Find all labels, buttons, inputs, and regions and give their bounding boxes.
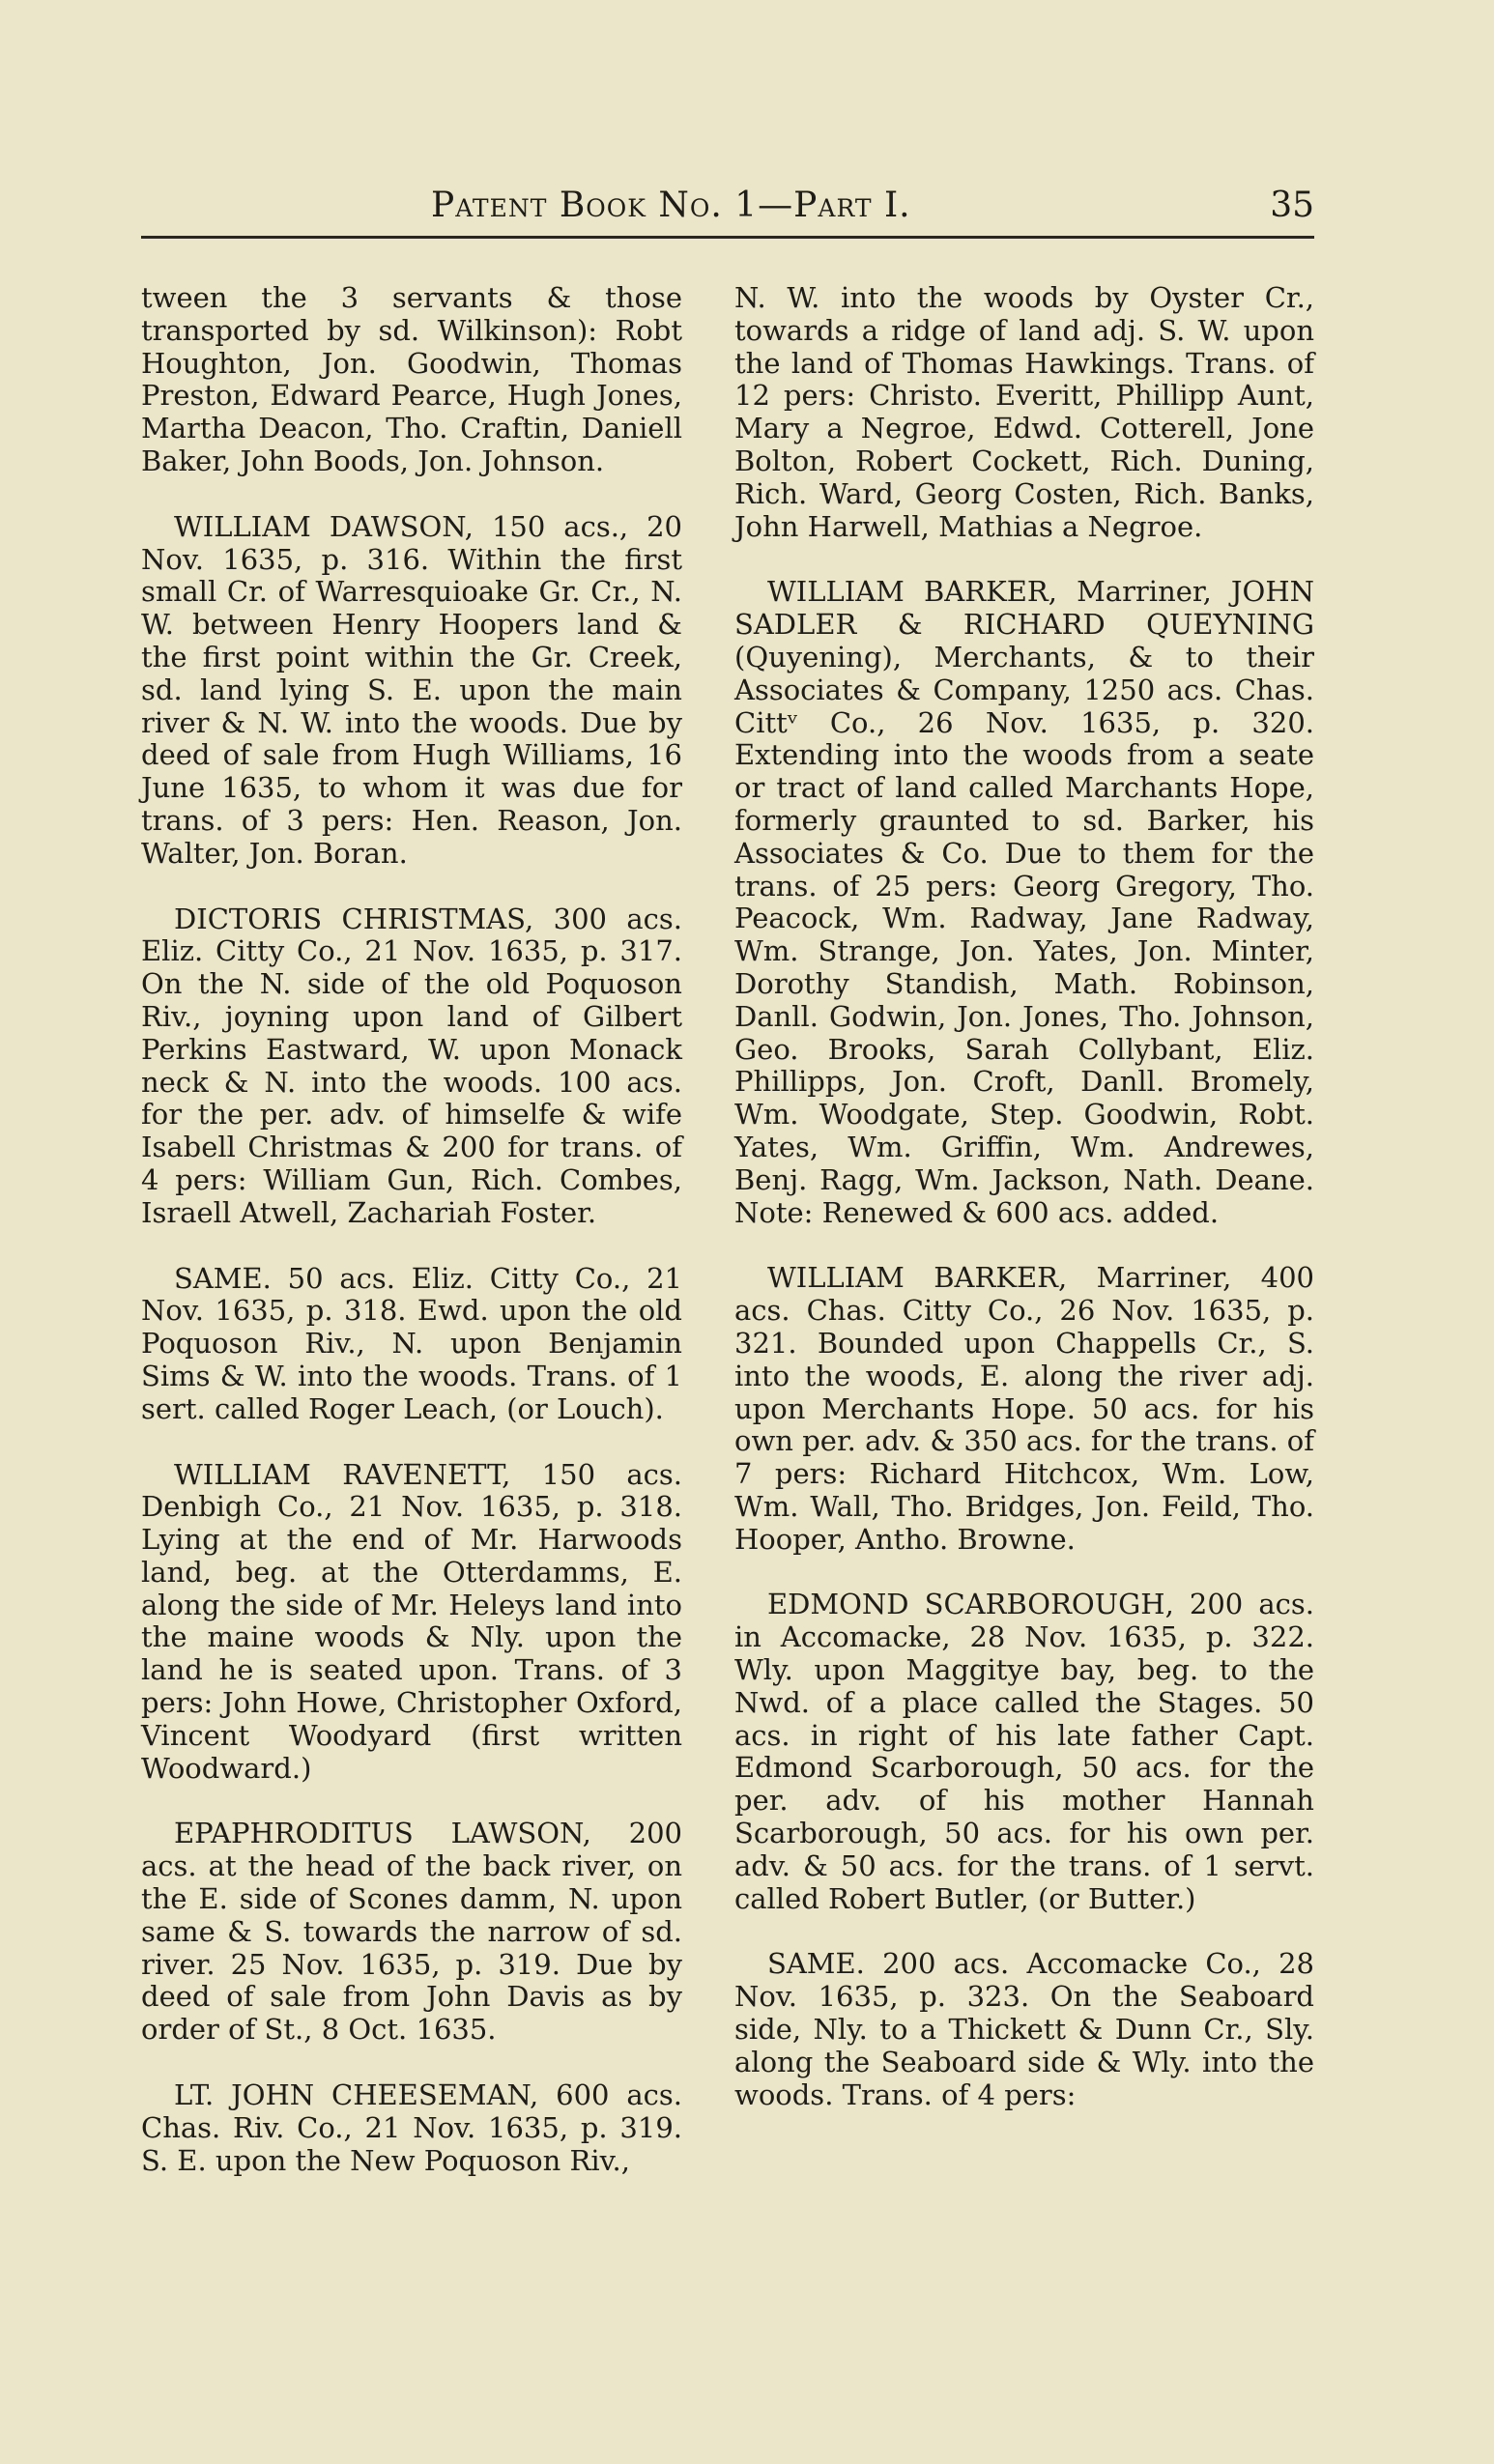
entry-william-barker: WILLIAM BARKER, Marriner, 400 acs. Chas. Citty Co., 26 Nov. 1635, p. 321. Bounded upon Chappells Cr., S. into the woods, E. along the river adj. upon Merchants Hope. 50 acs. for his own per. adv. & 350 acs. for the trans. of 7 pers: Richard Hitchcox, Wm. Low, Wm. Wall, Tho. Bridges, Jon. Feild, Tho. Hooper, Antho. Browne.	[734, 1261, 1314, 1556]
left-column	[141, 282, 682, 2177]
entry-john-cheeseman: LT. JOHN CHEESEMAN, 600 acs. Chas. Riv. Co., 21 Nov. 1635, p. 319. S. E. upon the New Poquoson Riv.,	[141, 2078, 682, 2177]
page-header	[141, 182, 1314, 239]
entry-william-dawson: WILLIAM DAWSON, 150 acs., 20 Nov. 1635, p. 316. Within the first small Cr. of Warresquioake Gr. Cr., N. W. between Henry Hoopers land & the first point within the Gr. Creek, sd. land lying S. E. upon the main river & N. W. into the woods. Due by deed of sale from Hugh Williams, 16 June 1635, to whom it was due for trans. of 3 pers: Hen. Reason, Jon. Walter, Jon. Boran.	[141, 509, 682, 870]
entry-epaphroditus-lawson: EPAPHRODITUS LAWSON, 200 acs. at the head of the back river, on the E. side of Scones damm, N. upon same & S. towards the narrow of sd. river. 25 Nov. 1635, p. 319. Due by deed of sale from John Davis as by order of St., 8 Oct. 1635.	[141, 1817, 682, 2047]
running-title: Patent Book No. 1—Part I.	[431, 186, 911, 225]
entry-barker-sadler-queyning: WILLIAM BARKER, Marriner, JOHN SADLER & RICHARD QUEYNING (Quyening), Merchants, & to their Associates & Company, 1250 acs. Chas. Cittᵛ Co., 26 Nov. 1635, p. 320. Extending into the woods from a seate or tract of land called Marchants Hope, formerly graunted to sd. Barker, his Associates & Co. Due to them for the trans. of 25 pers: Georg Gregory, Tho. Peacock, Wm. Radway, Jane Radway, Wm. Strange, Jon. Yates, Jon. Minter, Dorothy Standish, Math. Robinson, Danll. Godwin, Jon. Jones, Tho. Johnson, Geo. Brooks, Sarah Collybant, Eliz. Phillipps, Jon. Croft, Danll. Bromely, Wm. Woodgate, Step. Goodwin, Robt. Yates, Wm. Griffin, Wm. Andrewes, Benj. Ragg, Wm. Jackson, Nath. Deane. Note: Renewed & 600 acs. added.	[734, 575, 1314, 1229]
entry-edmond-scarborough: EDMOND SCARBOROUGH, 200 acs. in Accomacke, 28 Nov. 1635, p. 322. Wly. upon Maggitye bay, beg. to the Nwd. of a place called the Stages. 50 acs. in right of his late father Capt. Edmond Scarborough, 50 acs. for the per. adv. of his mother Hannah Scarborough, 50 acs. for his own per. adv. & 50 acs. for the trans. of 1 servt. called Robert Butler, (or Butter.)	[734, 1588, 1314, 1915]
entry-dictoris-christmas: DICTORIS CHRISTMAS, 300 acs. Eliz. Citty Co., 21 Nov. 1635, p. 317. On the N. side of the old Poquoson Riv., joyning upon land of Gilbert Perkins Eastward, W. upon Monack neck & N. into the woods. 100 acs. for the per. adv. of himselfe & wife Isabell Christmas & 200 for trans. of 4 pers: William Gun, Rich. Combes, Israell Atwell, Zachariah Foster.	[141, 902, 682, 1229]
page-number: 35	[1270, 186, 1314, 225]
entry-continued: tween the 3 servants & those transported by sd. Wilkinson): Robt Houghton, Jon. Goodwin, Thomas Preston, Edward Pearce, Hugh Jones, Martha Deacon, Tho. Craftin, Daniell Baker, John Boods, Jon. Johnson.	[141, 281, 682, 477]
entry-william-ravenett: WILLIAM RAVENETT, 150 acs. Denbigh Co., 21 Nov. 1635, p. 318. Lying at the end of Mr. Harwoods land, beg. at the Otterdamms, E. along the side of Mr. Heleys land into the maine woods & Nly. upon the land he is seated upon. Trans. of 3 pers: John Howe, Christopher Oxford, Vincent Woodyard (first written Woodward.)	[141, 1457, 682, 1785]
entry-cheeseman-continued: N. W. into the woods by Oyster Cr., towards a ridge of land adj. S. W. upon the land of Thomas Hawkings. Trans. of 12 pers: Christo. Everitt, Phillipp Aunt, Mary a Negroe, Edwd. Cotterell, Jone Bolton, Robert Cockett, Rich. Duning, Rich. Ward, Georg Costen, Rich. Banks, John Harwell, Mathias a Negroe.	[734, 281, 1314, 543]
right-column	[734, 282, 1314, 2111]
entry-same-christmas: SAME. 50 acs. Eliz. Citty Co., 21 Nov. 1635, p. 318. Ewd. upon the old Poquoson Riv., N. upon Benjamin Sims & W. into the woods. Trans. of 1 sert. called Roger Leach, (or Louch).	[141, 1261, 682, 1425]
entry-same-scarborough: SAME. 200 acs. Accomacke Co., 28 Nov. 1635, p. 323. On the Seaboard side, Nly. to a Thickett & Dunn Cr., Sly. along the Seaboard side & Wly. into the woods. Trans. of 4 pers:	[734, 1947, 1314, 2111]
